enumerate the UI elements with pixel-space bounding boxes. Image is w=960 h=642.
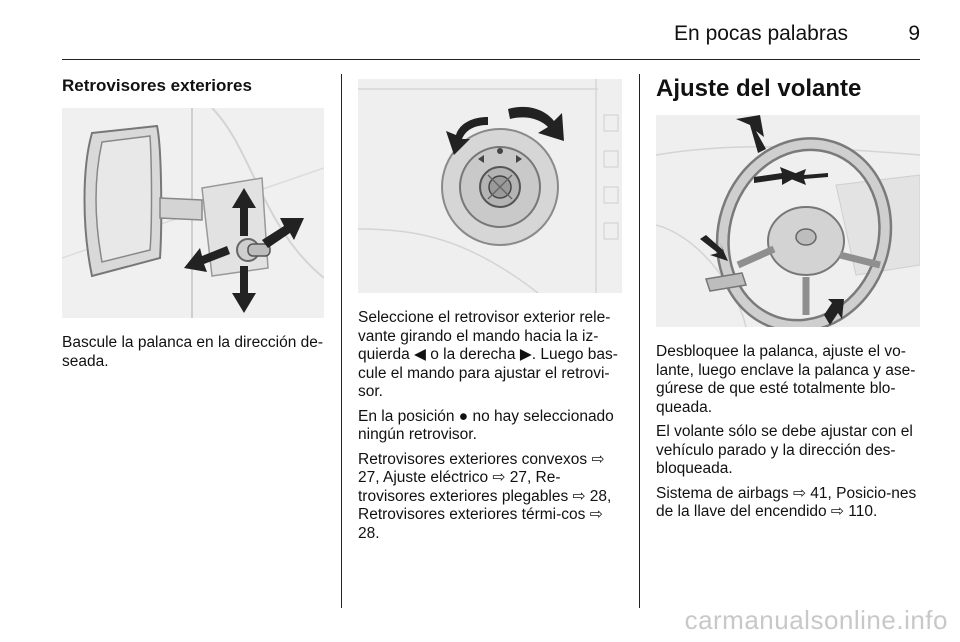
page-title: En pocas palabras xyxy=(674,22,848,45)
steering-wheel-adjust-icon xyxy=(656,115,920,327)
exterior-mirror-adjust-icon xyxy=(62,108,324,318)
column-divider xyxy=(639,74,640,608)
paragraph: Sistema de airbags ⇨ 41, Posicio-nes de la llave del encendido ⇨ 110. xyxy=(656,484,917,520)
section-heading: Ajuste del volante xyxy=(656,75,862,102)
header-rule xyxy=(62,59,920,60)
watermark: carmanualsonline.info xyxy=(684,605,948,635)
paragraph: En la posición ● no hay seleccionado ningún retrovisor. xyxy=(358,407,614,443)
paragraph: Bascule la palanca en la dirección de-seada. xyxy=(62,334,324,370)
paragraph: Retrovisores exteriores convexos ⇨ 27, Ajuste eléctrico ⇨ 27, Re-trovisores exteriores plegables ⇨ 28, Retrovisores exteriores térmi-cos ⇨ 28. xyxy=(358,450,612,542)
paragraph: El volante sólo se debe ajustar con el vehículo parado y la dirección des-bloqueada. xyxy=(656,423,913,477)
paragraph: Seleccione el retrovisor exterior rele-vante girando el mando hacia la iz-quierda ◀ o la derecha ▶. Luego bas-cule el mando para ajustar el retrovi-sor. xyxy=(358,309,618,400)
paragraph: Desbloquee la palanca, ajuste el vo-lante, luego enclave la palanca y ase-gúrese de que esté totalmente blo-queada. xyxy=(656,343,916,416)
mirror-selector-knob-icon xyxy=(358,79,622,293)
column-exterior-mirrors xyxy=(62,74,324,608)
page-header xyxy=(62,14,920,60)
page-number: 9 xyxy=(908,22,920,45)
column-mirror-selector xyxy=(358,74,622,608)
column-steering-wheel xyxy=(656,74,920,608)
column-divider xyxy=(341,74,342,608)
section-heading: Retrovisores exteriores xyxy=(62,76,252,95)
